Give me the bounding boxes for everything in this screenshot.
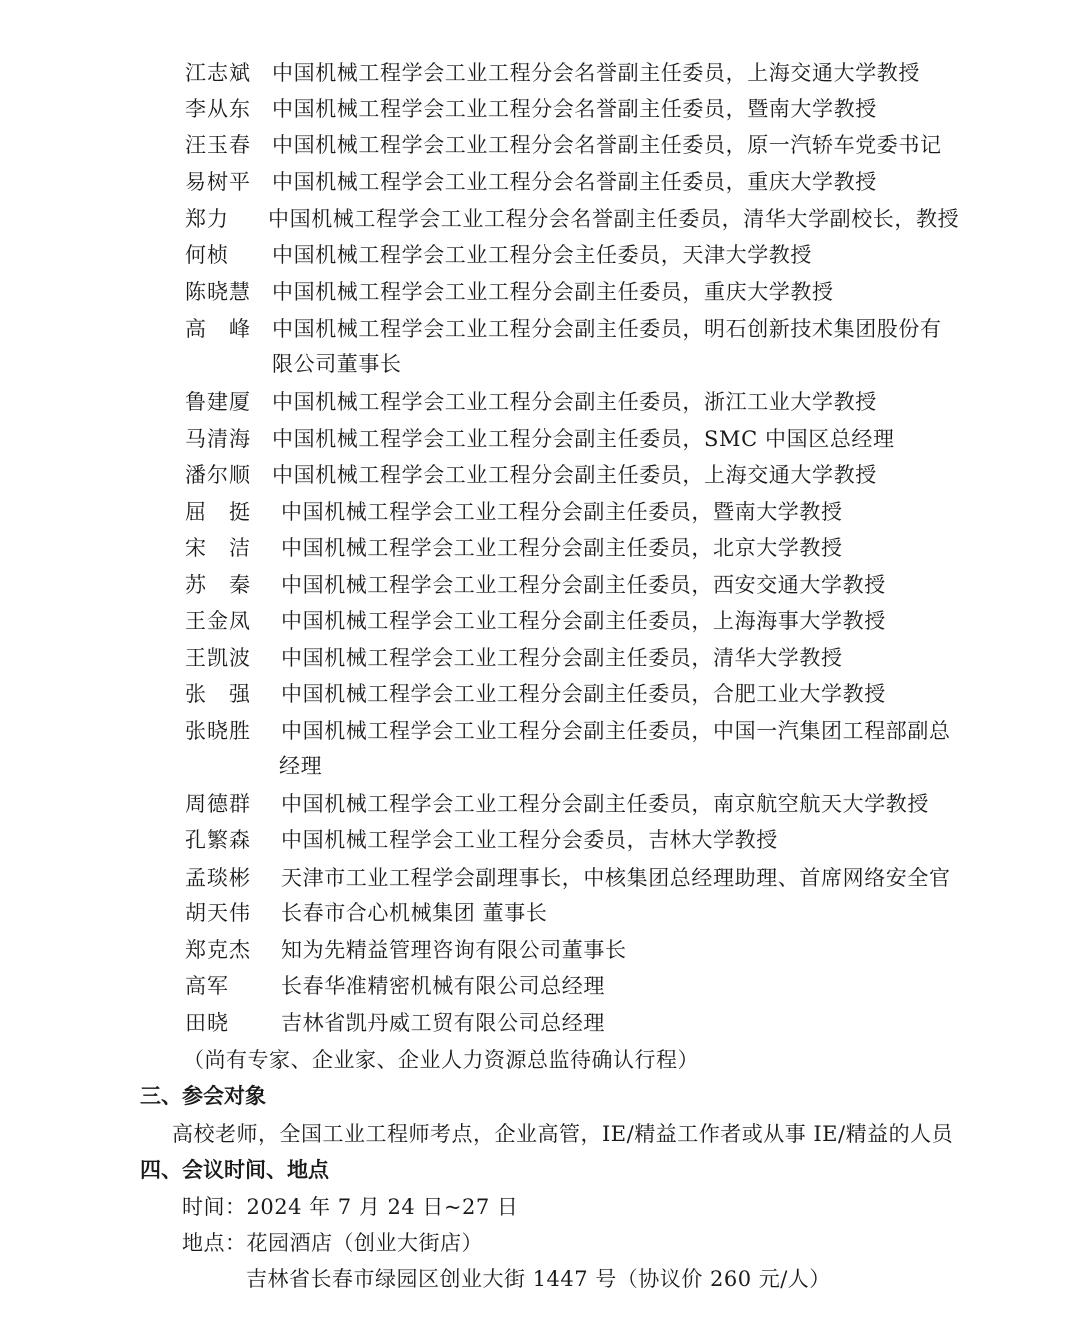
member-desc: 中国机械工程学会工业工程分会主任委员，天津大学教授 [272,243,812,267]
attendees-text: 高校老师，全国工业工程师考点，企业高管，IE/精益工作者或从事 IE/精益的人员 [172,1122,954,1146]
member-name: 郑克杰 [185,938,251,962]
member-name: 鲁建厦 [185,390,251,414]
member-name: 苏 秦 [185,573,251,597]
member-desc: 中国机械工程学会工业工程分会名誉副主任委员，原一汽轿车党委书记 [272,133,942,157]
member-name: 田晓 [185,1011,229,1035]
member-desc: 中国机械工程学会工业工程分会名誉副主任委员，清华大学副校长，教授 [268,207,960,231]
member-desc: 吉林省凯丹威工贸有限公司总经理 [281,1011,605,1035]
member-name: 何桢 [185,243,229,267]
member-desc: 中国机械工程学会工业工程分会副主任委员，上海海事大学教授 [281,609,886,633]
member-desc: 中国机械工程学会工业工程分会副主任委员，重庆大学教授 [272,280,834,304]
member-desc: 中国机械工程学会工业工程分会委员，吉林大学教授 [281,828,778,852]
member-desc: 中国机械工程学会工业工程分会副主任委员，明石创新技术集团股份有 [272,317,942,341]
member-desc: 中国机械工程学会工业工程分会名誉副主任委员，暨南大学教授 [272,97,877,121]
pending-note: （尚有专家、企业家、企业人力资源总监待确认行程） [183,1048,699,1072]
member-desc: 中国机械工程学会工业工程分会副主任委员，南京航空航天大学教授 [281,792,929,816]
member-desc: 中国机械工程学会工业工程分会副主任委员，合肥工业大学教授 [281,682,886,706]
meeting-address: 吉林省长春市绿园区创业大街 1447 号（协议价 260 元/人） [246,1267,831,1291]
member-name: 宋 洁 [185,536,251,560]
member-name: 孟琰彬 [185,866,251,890]
member-desc-continued: 限公司董事长 [272,352,402,376]
member-desc: 中国机械工程学会工业工程分会副主任委员，清华大学教授 [281,646,843,670]
member-name: 郑力 [185,207,229,231]
member-desc: 中国机械工程学会工业工程分会副主任委员，北京大学教授 [281,536,843,560]
member-desc: 中国机械工程学会工业工程分会副主任委员，SMC 中国区总经理 [272,427,895,451]
member-desc: 中国机械工程学会工业工程分会副主任委员，浙江工业大学教授 [272,390,877,414]
member-name: 王金凤 [185,609,251,633]
member-name: 江志斌 [185,61,251,85]
member-desc: 长春华准精密机械有限公司总经理 [281,974,605,998]
member-desc: 中国机械工程学会工业工程分会副主任委员，西安交通大学教授 [281,573,886,597]
member-desc: 中国机械工程学会工业工程分会副主任委员，上海交通大学教授 [272,463,877,487]
member-name: 屈 挺 [185,500,251,524]
member-desc: 长春市合心机械集团 董事长 [281,901,548,925]
member-name: 胡天伟 [185,901,251,925]
section-heading-time-place: 四、会议时间、地点 [140,1158,329,1182]
meeting-place: 地点：花园酒店（创业大街店） [182,1231,483,1255]
member-name: 马清海 [185,427,251,451]
member-desc: 中国机械工程学会工业工程分会副主任委员，中国一汽集团工程部副总 [281,719,951,743]
member-desc: 中国机械工程学会工业工程分会名誉副主任委员，上海交通大学教授 [272,61,920,85]
member-name: 高 峰 [185,317,251,341]
member-name: 李从东 [185,97,251,121]
member-name: 周德群 [185,792,251,816]
member-name: 潘尔顺 [185,463,251,487]
member-name: 张晓胜 [185,719,251,743]
member-name: 张 强 [185,682,251,706]
member-name: 高军 [185,974,229,998]
member-name: 汪玉春 [185,133,251,157]
member-name: 孔繁森 [185,828,251,852]
member-desc: 天津市工业工程学会副理事长，中核集团总经理助理、首席网络安全官 [281,866,951,890]
member-name: 陈晓慧 [185,280,251,304]
section-heading-attendees: 三、参会对象 [140,1084,266,1108]
member-desc-continued: 经理 [279,754,323,778]
member-name: 易树平 [185,170,251,194]
member-name: 王凯波 [185,646,251,670]
member-desc: 知为先精益管理咨询有限公司董事长 [281,938,627,962]
meeting-time: 时间：2024 年 7 月 24 日~27 日 [182,1195,519,1219]
member-desc: 中国机械工程学会工业工程分会名誉副主任委员，重庆大学教授 [272,170,877,194]
member-desc: 中国机械工程学会工业工程分会副主任委员，暨南大学教授 [281,500,843,524]
